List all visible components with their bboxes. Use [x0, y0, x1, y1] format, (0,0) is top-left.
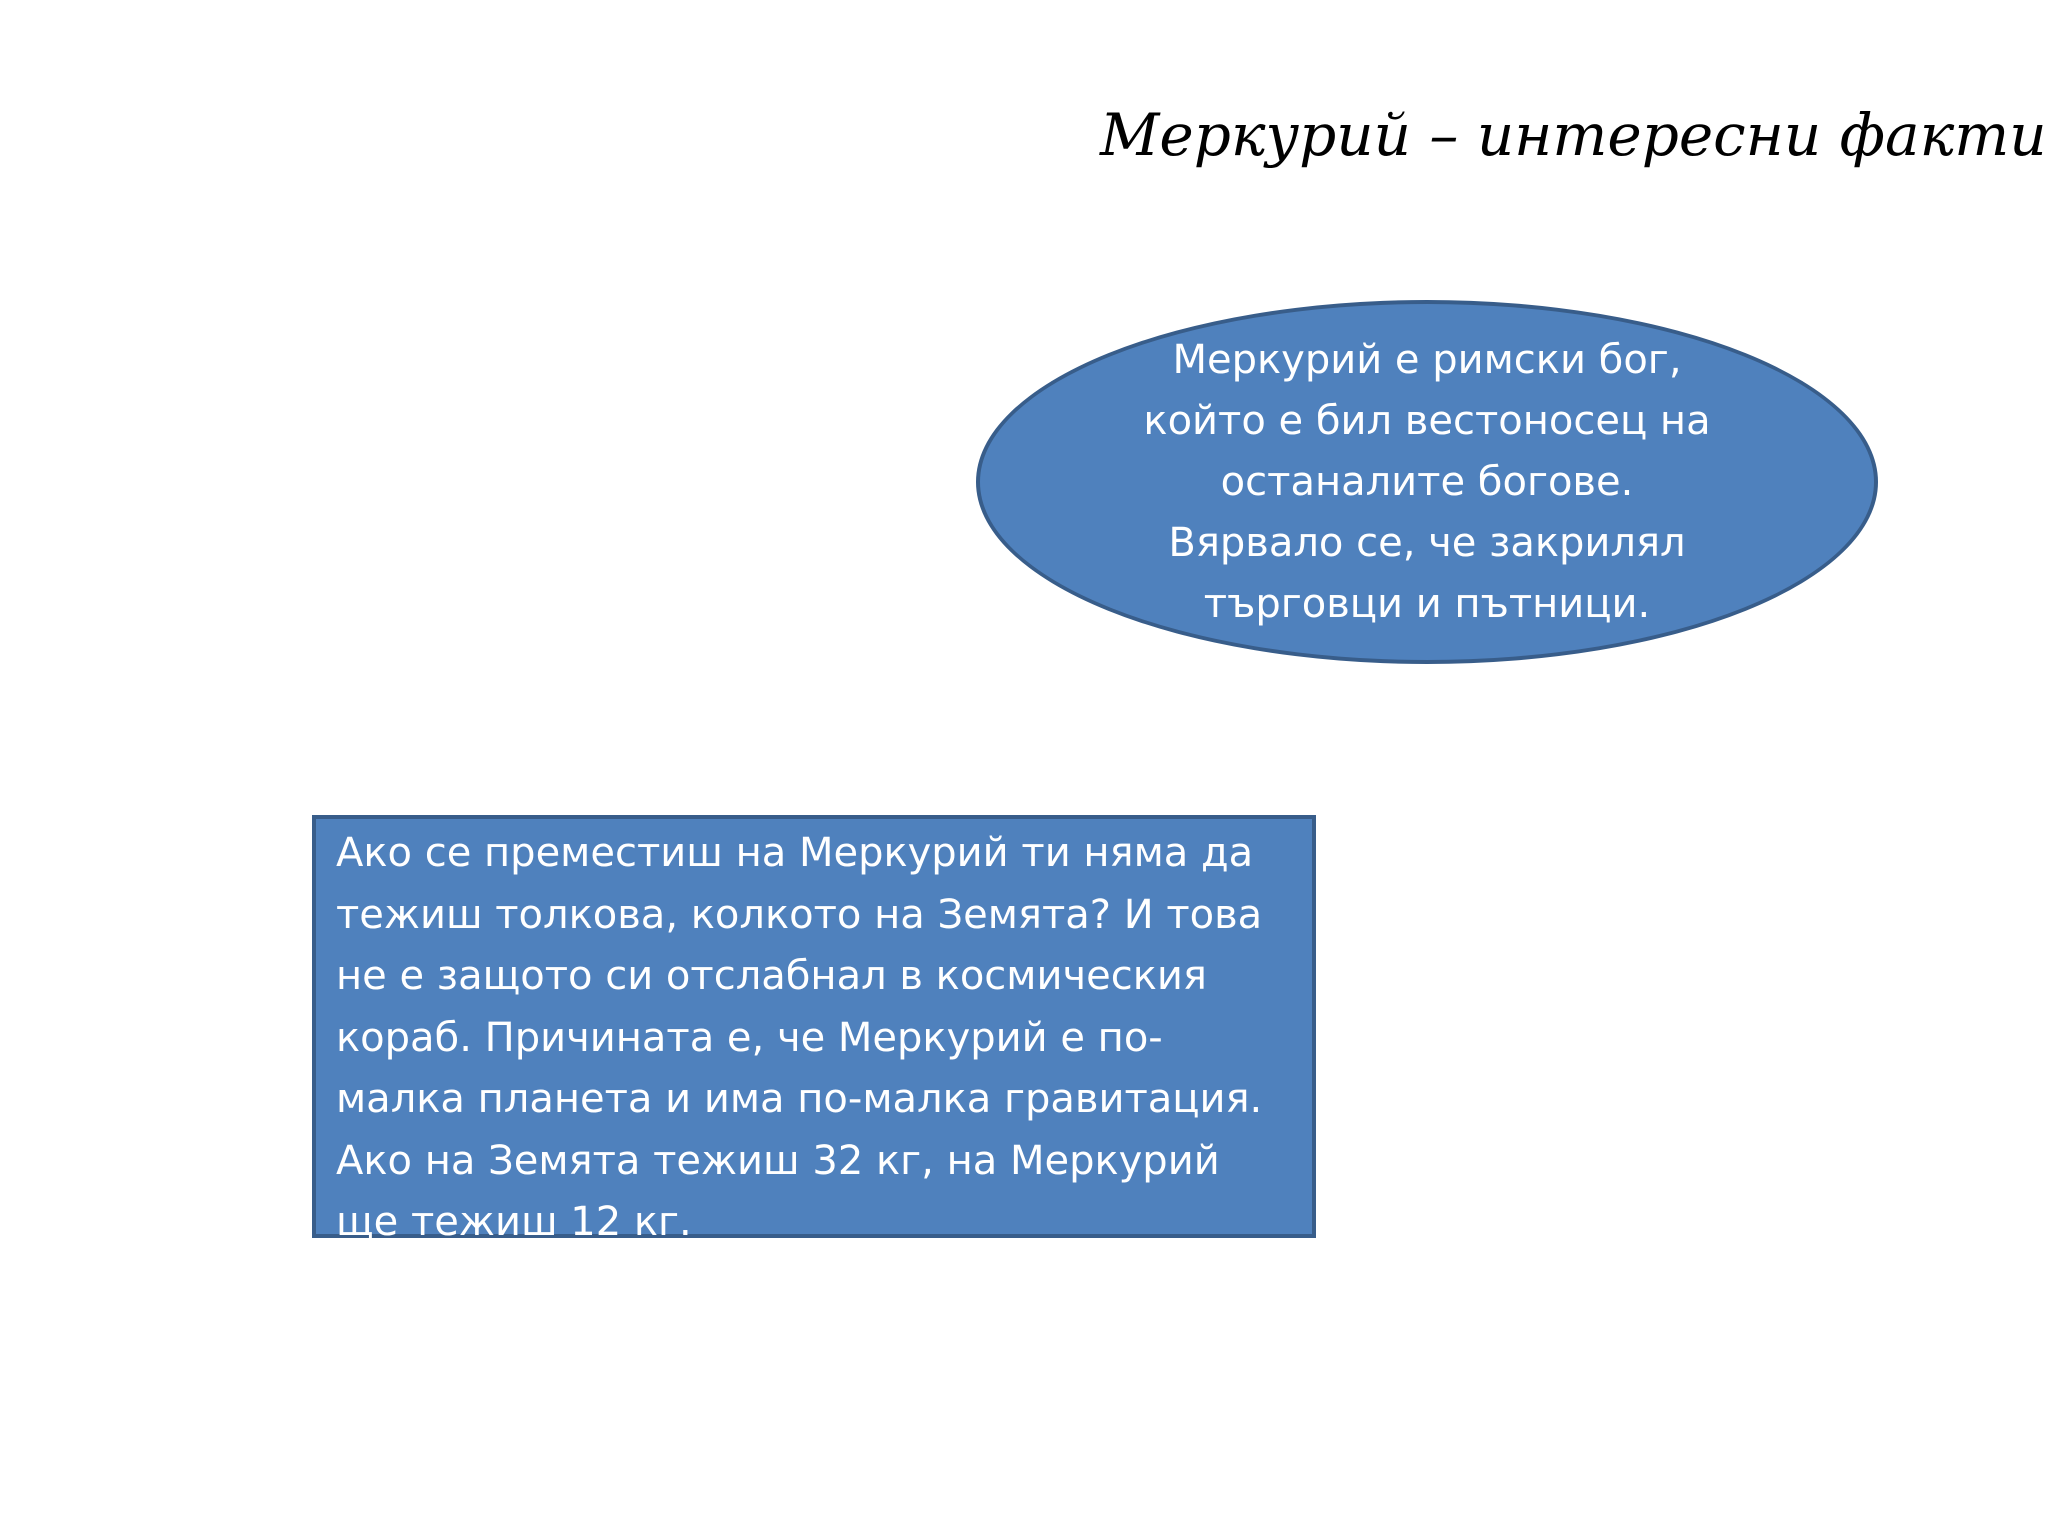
ellipse-line: Вярвало се, че закрилял: [1168, 519, 1686, 566]
fact-box-text: [336, 823, 1292, 1254]
fact-line: кораб. Причината е, че Меркурий е по-: [336, 1014, 1163, 1061]
fact-line: малка планета и има по-малка гравитация.: [336, 1076, 1263, 1122]
ellipse-callout: [976, 300, 1878, 664]
fact-line: не е защото си отслабнал в космическия: [336, 953, 1207, 999]
ellipse-line: търговци и пътници.: [1203, 580, 1651, 627]
fact-line: тежиш толкова, колкото на Земята? И това: [336, 891, 1263, 938]
slide-title: Меркурий – интересни факти: [1100, 101, 2047, 169]
fact-line: Ако се преместиш на Меркурий ти няма да: [336, 830, 1254, 876]
fact-line: ще тежиш 12 кг.: [336, 1199, 692, 1245]
fact-box: [312, 815, 1316, 1245]
fact-line: Ако на Земята тежиш 32 кг, на Меркурий: [336, 1137, 1220, 1184]
ellipse-line: Меркурий е римски бог,: [1172, 336, 1682, 383]
ellipse-line: който е бил вестоносец на: [1143, 397, 1711, 444]
ellipse-line: останалите богове.: [1220, 458, 1634, 505]
ellipse-text: [1107, 330, 1747, 635]
